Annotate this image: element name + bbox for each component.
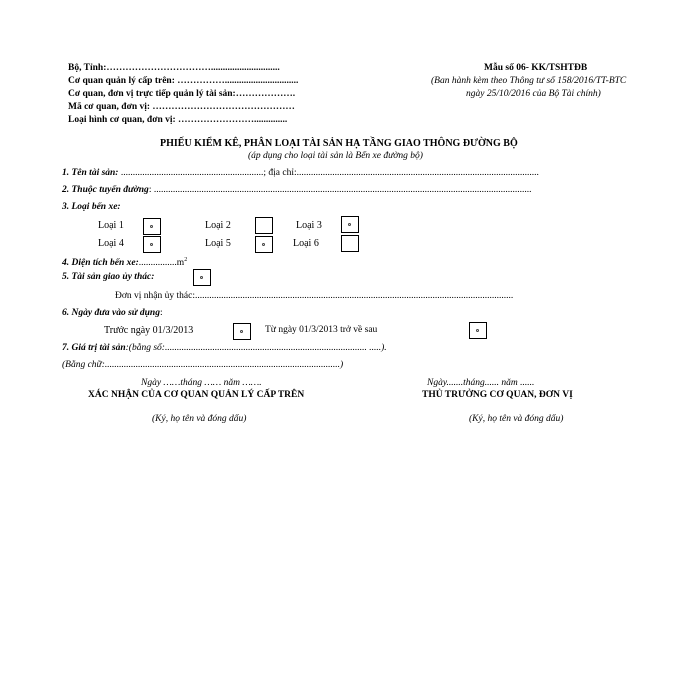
field-use-date <box>62 309 163 319</box>
left-signature-note: (Ký, họ tên và đóng dấu) <box>152 414 247 424</box>
use-date-after-label: Từ ngày 01/3/2013 trở về sau <box>265 325 378 335</box>
station-type-2-label: Loại 2 <box>205 220 231 231</box>
header-unit-code: Mã cơ quan, đơn vị: ……………………………………… <box>68 102 295 112</box>
field-asset-name-label: 1. Tên tài sản: <box>62 168 119 178</box>
field-use-date-label: 6. Ngày đưa vào sử dụng <box>62 308 160 318</box>
use-date-before-label: Trước ngày 01/3/2013 <box>104 325 194 336</box>
field-asset-value-label: 7. Giá trị tài sản <box>62 343 126 353</box>
field-entrusted-unit-dots: :...................................................................................................................................... <box>192 291 514 301</box>
field-area-unit-sup: 2 <box>184 257 188 263</box>
field-asset-name-dots: ............................................................; địa chỉ:...................................................................................................... <box>118 168 539 178</box>
station-type-5-checkbox[interactable] <box>255 236 273 253</box>
field-entrusted-label: 5. Tài sản giao ủy thác: <box>62 272 155 282</box>
right-signature-title: THỦ TRƯỞNG CƠ QUAN, ĐƠN VỊ <box>422 390 573 400</box>
station-type-3-label: Loại 3 <box>296 220 322 231</box>
header-managing-unit: Cơ quan, đơn vị trực tiếp quản lý tài sản:………………. <box>68 89 296 99</box>
field-area-label: 4. Diện tích bến xe: <box>62 258 139 269</box>
header-unit-type: Loại hình cơ quan, đơn vị: …………………….............. <box>68 115 288 125</box>
field-route-dots: : ............................................................................................................................................................... <box>148 185 532 195</box>
field-asset-value-words: (Bằng chữ:...................................................................................................) <box>62 360 344 370</box>
station-type-1-label: Loại 1 <box>98 220 124 231</box>
field-route-label: 2. Thuộc tuyến đường <box>62 185 149 195</box>
field-entrusted-checkbox[interactable] <box>193 269 211 286</box>
station-type-4-checkbox[interactable] <box>143 236 161 253</box>
station-type-2-checkbox[interactable] <box>255 217 273 234</box>
field-station-type-label: 3. Loại bến xe: <box>62 202 121 212</box>
field-route <box>62 186 531 196</box>
station-type-4-label: Loại 4 <box>98 238 124 249</box>
right-signature-date: Ngày.......tháng...... năm ...... <box>427 378 535 388</box>
station-type-5-label: Loại 5 <box>205 238 231 249</box>
use-date-before-checkbox[interactable] <box>233 323 251 340</box>
header-superior-agency: Cơ quan quản lý cấp trên: ……………............................... <box>68 76 299 86</box>
field-area <box>62 257 187 269</box>
form-issued-by: (Ban hành kèm theo Thông tư số 158/2016/TT-BTC <box>431 76 627 86</box>
field-asset-name <box>62 169 539 179</box>
field-entrusted-unit-label: Đơn vị nhận ủy thác <box>115 291 193 301</box>
form-issued-date: ngày 25/10/2016 của Bộ Tài chính) <box>466 89 601 99</box>
field-asset-value-dots: :(bằng số:..................................................................................... .....). <box>125 343 387 353</box>
station-type-6-checkbox[interactable] <box>341 235 359 252</box>
left-signature-title: XÁC NHẬN CỦA CƠ QUAN QUẢN LÝ CẤP TRÊN <box>88 390 305 400</box>
station-type-6-label: Loại 6 <box>293 238 319 249</box>
left-signature-date: Ngày ……tháng …… năm ……. <box>141 378 262 388</box>
station-type-3-checkbox[interactable] <box>341 216 359 233</box>
page-title: PHIẾU KIỂM KÊ, PHÂN LOẠI TÀI SẢN HẠ TẦNG GIAO THÔNG ĐƯỜNG BỘ <box>160 138 518 149</box>
form-number: Mẫu số 06- KK/TSHTĐB <box>484 63 588 73</box>
field-entrusted-unit <box>115 292 513 302</box>
field-asset-value <box>62 344 387 354</box>
use-date-after-checkbox[interactable] <box>469 322 487 339</box>
station-type-1-checkbox[interactable] <box>143 218 161 235</box>
header-ministry: Bộ, Tỉnh:……………………………............................. <box>68 63 280 73</box>
field-use-date-colon: : <box>159 308 163 318</box>
field-area-dots: ................m <box>138 258 185 269</box>
right-signature-note: (Ký, họ tên và đóng dấu) <box>469 414 564 424</box>
page-subtitle: (áp dụng cho loại tài sản là Bến xe đường bộ) <box>248 151 423 161</box>
